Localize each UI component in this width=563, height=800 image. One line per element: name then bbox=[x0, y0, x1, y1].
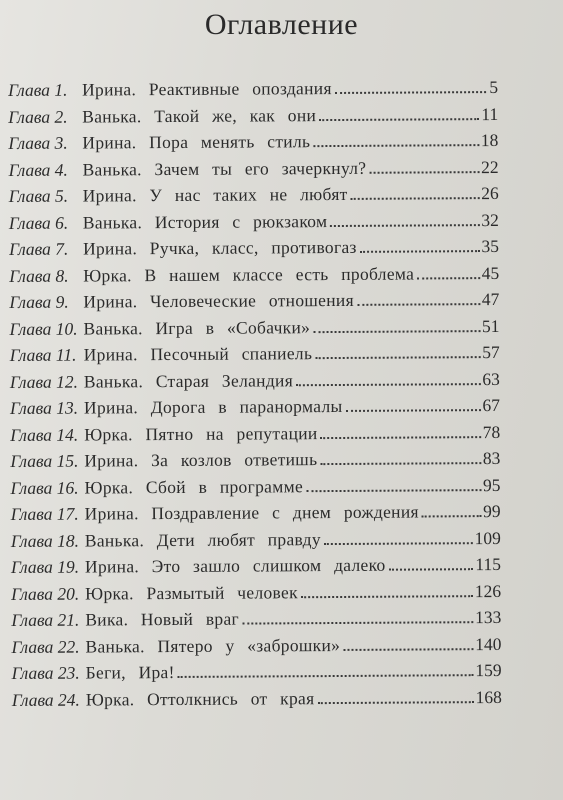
page-number: 22 bbox=[480, 156, 499, 177]
dot-leader bbox=[313, 330, 480, 333]
toc-entry bbox=[11, 527, 501, 556]
chapter-title: Ирина. Песочный спаниель bbox=[83, 343, 313, 365]
chapter-label: Глава 8. bbox=[9, 265, 69, 286]
chapter-title: Ирина. За козлов ответишь bbox=[84, 449, 318, 471]
chapter-title: Юрка. Размытый человек bbox=[85, 581, 298, 604]
chapter-label: Глава 1. bbox=[8, 79, 68, 100]
chapter-title: Юрка. Сбой в программе bbox=[84, 475, 304, 498]
chapter-label: Глава 13. bbox=[9, 397, 79, 418]
chapter-title: Вика. Новый враг bbox=[85, 608, 240, 630]
chapter-title: Ирина. Реактивные опоздания bbox=[81, 78, 332, 100]
dot-leader bbox=[417, 277, 480, 279]
dot-leader bbox=[357, 303, 480, 306]
page-number: 159 bbox=[475, 659, 502, 681]
chapter-label: Глава 18. bbox=[10, 530, 79, 551]
chapter-label: Глава 24. bbox=[11, 689, 80, 710]
chapter-label: Глава 7. bbox=[8, 238, 69, 259]
toc-entry bbox=[10, 342, 500, 371]
chapter-title: Ванька. Пятеро у «заброшки» bbox=[85, 634, 341, 657]
page-number: 51 bbox=[481, 315, 500, 336]
chapter-title: Ирина. У нас таких не любят bbox=[82, 183, 348, 206]
chapter-title: Беги, Ира! bbox=[85, 661, 175, 683]
dot-leader bbox=[313, 144, 479, 147]
chapter-title: Ванька. Старая Зеландия bbox=[83, 369, 294, 392]
page-number: 32 bbox=[481, 209, 499, 230]
chapter-title: Ванька. Дети любят правду bbox=[84, 528, 321, 551]
page-number: 47 bbox=[481, 289, 500, 310]
page-number: 67 bbox=[482, 395, 501, 416]
toc-entry bbox=[12, 686, 502, 715]
toc-entry bbox=[9, 263, 499, 292]
chapter-title: Ванька. Игра в «Собачки» bbox=[83, 316, 311, 339]
chapter-title: Юрка. Оттолкнись от края bbox=[85, 687, 315, 710]
chapter-label: Глава 10. bbox=[9, 318, 78, 339]
page-number: 168 bbox=[475, 686, 502, 707]
chapter-title: Ванька. История с рюкзаком bbox=[82, 210, 328, 233]
chapter-label: Глава 4. bbox=[8, 159, 68, 180]
chapter-label: Глава 3. bbox=[8, 132, 68, 153]
dot-leader bbox=[335, 91, 486, 94]
chapter-label: Глава 5. bbox=[8, 185, 69, 206]
chapter-title: Ванька. Такой же, как они bbox=[82, 104, 317, 127]
dot-leader bbox=[351, 197, 480, 200]
page-number: 99 bbox=[483, 500, 501, 522]
dot-leader bbox=[343, 648, 473, 651]
toc-entry bbox=[11, 554, 501, 583]
chapter-title: Ирина. Это зашло слишком далеко bbox=[84, 554, 386, 577]
chapter-label: Глава 16. bbox=[10, 477, 79, 498]
toc-entry bbox=[9, 210, 499, 239]
chapter-label: Глава 2. bbox=[8, 106, 68, 127]
page-number: 115 bbox=[475, 553, 502, 575]
chapter-title: Ирина. Человеческие отношения bbox=[83, 289, 354, 312]
toc-entry bbox=[10, 448, 500, 477]
dot-leader bbox=[301, 595, 473, 598]
toc-entry bbox=[9, 183, 499, 212]
toc-entry bbox=[8, 104, 498, 133]
chapter-label: Глава 23. bbox=[11, 662, 80, 683]
chapter-label: Глава 22. bbox=[11, 636, 80, 657]
page-number: 83 bbox=[482, 447, 501, 469]
dot-leader bbox=[324, 542, 473, 545]
toc-entry bbox=[11, 501, 501, 530]
dot-leader bbox=[319, 118, 479, 121]
toc-entry bbox=[10, 422, 500, 451]
dot-leader bbox=[369, 171, 479, 174]
page-number: 78 bbox=[482, 421, 501, 442]
page-number: 35 bbox=[481, 236, 500, 257]
dot-leader bbox=[389, 568, 474, 571]
dot-leader bbox=[306, 489, 481, 492]
chapter-title: Ирина. Пора менять стиль bbox=[82, 131, 311, 153]
page-number: 140 bbox=[475, 633, 502, 654]
chapter-label: Глава 21. bbox=[11, 609, 80, 630]
chapter-label: Глава 11. bbox=[9, 344, 77, 365]
toc-entry bbox=[9, 316, 499, 345]
page-number: 126 bbox=[474, 580, 502, 601]
dot-leader bbox=[296, 383, 480, 386]
page-number: 57 bbox=[482, 342, 500, 363]
toc-entry bbox=[11, 607, 501, 636]
toc-entry bbox=[11, 580, 501, 609]
dot-leader bbox=[320, 462, 480, 465]
chapter-title: Ирина. Поздравление с днем рождения bbox=[84, 501, 419, 524]
chapter-label: Глава 17. bbox=[10, 503, 79, 524]
page-number: 11 bbox=[481, 103, 499, 124]
page-number: 18 bbox=[480, 130, 499, 151]
chapter-label: Глава 6. bbox=[8, 212, 69, 233]
toc-entry bbox=[8, 130, 498, 159]
toc-entry bbox=[10, 395, 500, 424]
toc-entry bbox=[8, 77, 498, 106]
dot-leader bbox=[317, 701, 473, 704]
page-number: 133 bbox=[474, 606, 502, 628]
chapter-label: Глава 19. bbox=[10, 556, 80, 577]
toc-entry bbox=[9, 289, 499, 318]
page-number: 63 bbox=[482, 368, 500, 389]
page-number: 5 bbox=[489, 77, 499, 98]
chapter-title: Юрка. В нашем классе есть проблема bbox=[83, 263, 415, 286]
toc-entry bbox=[8, 157, 498, 186]
page-number: 45 bbox=[481, 262, 500, 283]
chapter-title: Ирина. Ручка, класс, противогаз bbox=[82, 236, 357, 259]
dot-leader bbox=[346, 409, 481, 412]
dot-leader bbox=[330, 224, 479, 227]
dot-leader bbox=[178, 674, 474, 678]
chapter-title: Ванька. Зачем ты его зачеркнул? bbox=[82, 157, 367, 180]
dot-leader bbox=[242, 621, 473, 624]
toc-entry bbox=[10, 369, 500, 398]
page-title: Оглавление bbox=[204, 8, 359, 41]
chapter-title: Юрка. Пятно на репутации bbox=[84, 422, 318, 445]
chapter-label: Глава 12. bbox=[9, 371, 79, 392]
chapter-title: Ирина. Дорога в паранормалы bbox=[83, 395, 343, 418]
chapter-label: Глава 20. bbox=[11, 583, 80, 604]
page-number: 26 bbox=[481, 183, 499, 204]
chapter-label: Глава 15. bbox=[10, 450, 79, 471]
table-of-contents bbox=[8, 77, 502, 716]
toc-entry bbox=[9, 236, 499, 265]
toc-entry bbox=[12, 660, 502, 689]
dot-leader bbox=[360, 250, 480, 253]
dot-leader bbox=[315, 356, 480, 359]
dot-leader bbox=[422, 515, 481, 517]
dot-leader bbox=[321, 436, 481, 439]
toc-entry bbox=[10, 474, 500, 503]
page-number: 109 bbox=[474, 527, 501, 548]
toc-entry bbox=[11, 633, 501, 662]
chapter-label: Глава 9. bbox=[9, 291, 69, 312]
page-number: 95 bbox=[482, 474, 501, 495]
chapter-label: Глава 14. bbox=[10, 424, 79, 445]
